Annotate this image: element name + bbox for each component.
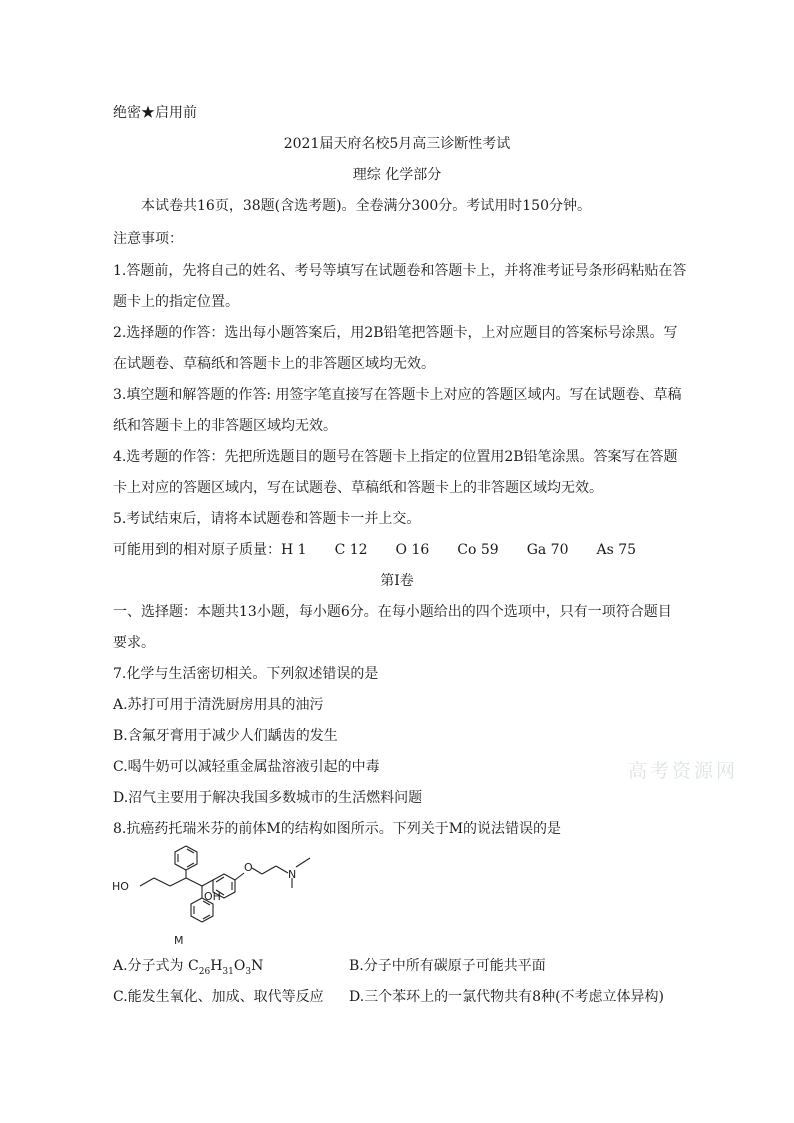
q8-option-a: A.分子式为 $C_{26}H_{31}O_3N$ bbox=[113, 958, 264, 977]
section-instruction: 一、选择题：本题共13小题，每小题6分。在每小题给出的四个选项中，只有一项符合题目 bbox=[113, 604, 672, 620]
exam-subtitle: 理综 化学部分 bbox=[352, 167, 442, 183]
mol-name-label: M bbox=[174, 934, 184, 947]
q7-stem: 7.化学与生活密切相关。下列叙述错误的是 bbox=[113, 666, 379, 682]
exam-intro: 本试卷共16页，38题(含选考题)。全卷满分300分。考试用时150分钟。 bbox=[141, 198, 591, 214]
q8-option-b: B.分子中所有碳原子可能共平面 bbox=[349, 958, 546, 974]
q7-option-b: B.含氟牙膏用于减少人们龋齿的发生 bbox=[113, 728, 338, 744]
notes-heading: 注意事项： bbox=[113, 231, 183, 247]
q8-option-d: D.三个苯环上的一氯代物共有8种(不考虑立体异构) bbox=[349, 989, 665, 1005]
volume-heading: 第Ⅰ卷 bbox=[380, 573, 414, 589]
q7-option-a: A.苏打可用于清洗厨房用具的油污 bbox=[113, 697, 324, 713]
note-line: 在试题卷、草稿纸和答题卡上的非答题区域均无效。 bbox=[113, 356, 435, 372]
mol-oh-label: OH bbox=[204, 890, 221, 903]
molecule-structure bbox=[112, 840, 352, 952]
mol-ho-label: HO bbox=[112, 880, 129, 893]
note-line: 2.选择题的作答：选出每小题答案后，用2B铅笔把答题卡，上对应题目的答案标号涂黑。写 bbox=[113, 325, 678, 341]
q7-option-d: D.沼气主要用于解决我国多数城市的生活燃料问题 bbox=[113, 790, 423, 806]
mol-o-label: O bbox=[244, 861, 253, 874]
q7-option-c: C.喝牛奶可以减轻重金属盐溶液引起的中毒 bbox=[113, 759, 380, 775]
note-line: 4.选考题的作答：先把所选题目的题号在答题卡上指定的位置用2B铅笔涂黑。答案写在答题 bbox=[113, 449, 678, 465]
note-line: 1.答题前，先将自己的姓名、考号等填写在试题卷和答题卡上，并将准考证号条形码粘贴在答 bbox=[113, 263, 687, 279]
watermark: 高考资源网 bbox=[628, 760, 739, 782]
note-line: 5.考试结束后，请将本试题卷和答题卡一并上交。 bbox=[113, 511, 421, 527]
q8-stem: 8.抗癌药托瑞米芬的前体M的结构如图所示。下列关于M的说法错误的是 bbox=[113, 821, 562, 837]
secret-label: 绝密★启用前 bbox=[113, 105, 197, 121]
note-line: 题卡上的指定位置。 bbox=[113, 294, 239, 310]
exam-title: 2021届天府名校5月高三诊断性考试 bbox=[283, 136, 511, 152]
section-instruction: 要求。 bbox=[113, 635, 155, 651]
q8-option-c: C.能发生氧化、加成、取代等反应 bbox=[113, 989, 324, 1005]
atomic-masses: 可能用到的相对原子质量：H 1 C 12 O 16 Co 59 Ga 70 As 75 bbox=[113, 542, 637, 558]
note-line: 卡上对应的答题区域内，写在试题卷、草稿纸和答题卡上的非答题区域均无效。 bbox=[113, 480, 603, 496]
mol-n-label: N bbox=[288, 868, 297, 881]
note-line: 纸和答题卡上的非答题区域均无效。 bbox=[113, 418, 337, 434]
note-line: 3.填空题和解答题的作答: 用签字笔直接写在答题卡上对应的答题区域内。写在试题卷、草稿 bbox=[113, 387, 682, 403]
